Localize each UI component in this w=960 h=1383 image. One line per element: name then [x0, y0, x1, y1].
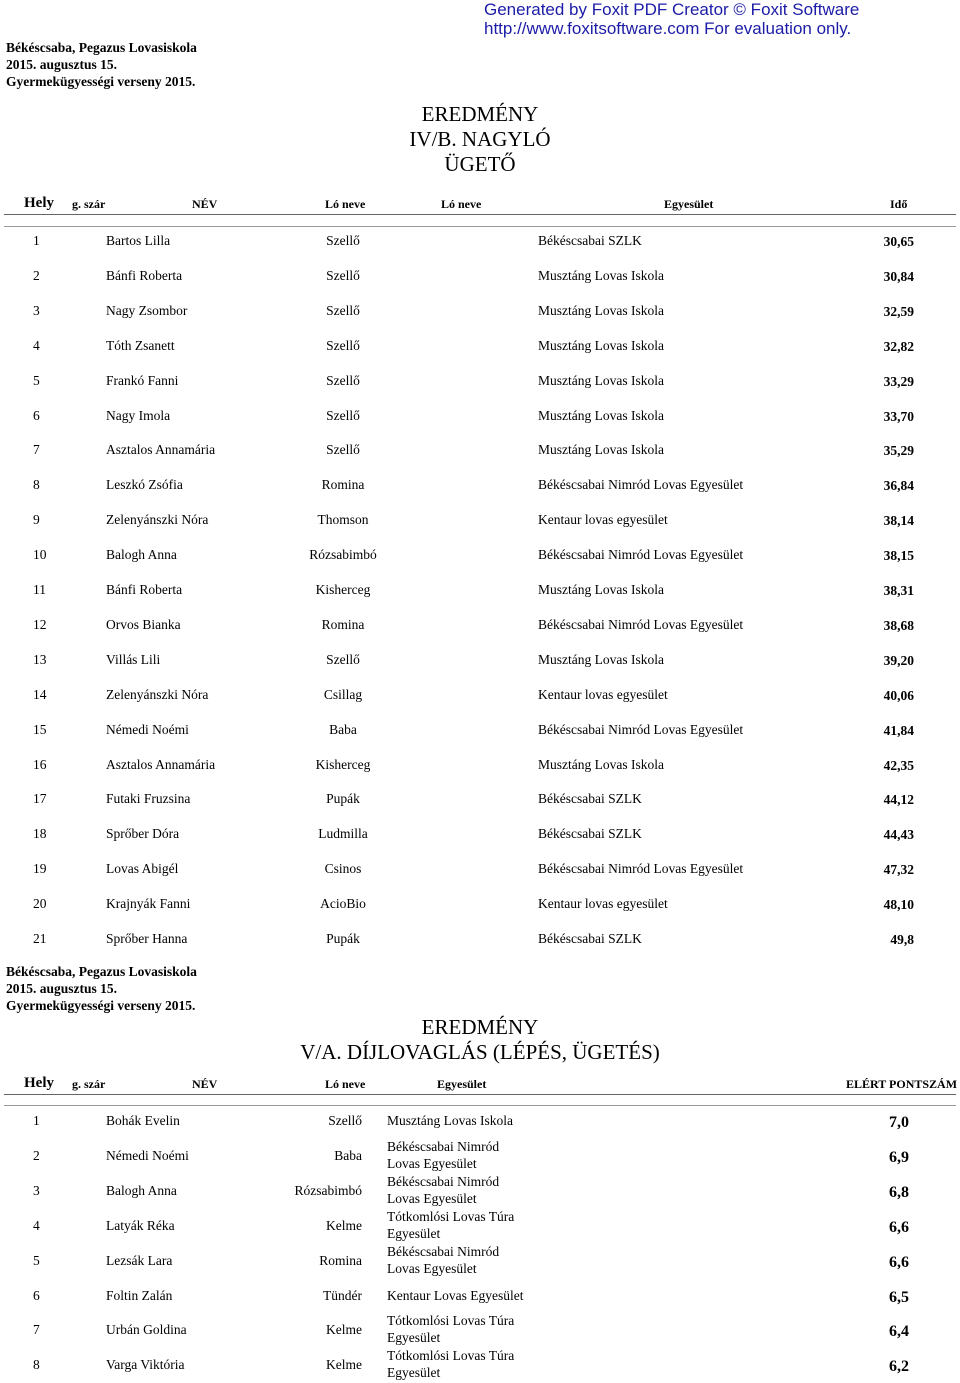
- rider-name-cell: Sprőber Hanna: [106, 931, 188, 946]
- place-cell: 19: [33, 861, 47, 877]
- section1-title-gait: ÜGETŐ: [444, 152, 516, 176]
- club-cell: Musztáng Lovas Iskola: [387, 1113, 513, 1128]
- horse-name-cell: Csillag: [323, 686, 363, 702]
- club-cell: Békéscsabai SZLK: [538, 791, 642, 807]
- horse-name-cell: Kisherceg: [315, 582, 371, 597]
- horse-name-cell: Szellő: [326, 372, 360, 388]
- time-cell: 47,32: [883, 862, 914, 878]
- time-cell: 33,29: [883, 373, 914, 389]
- rider-name-cell: Lezsák Lara: [106, 1252, 173, 1268]
- place-cell: 12: [33, 616, 47, 632]
- horse-name-cell: Rózsabimbó: [294, 1182, 362, 1198]
- place-cell: 8: [33, 1357, 40, 1373]
- place-cell: 11: [33, 582, 46, 597]
- time-cell: 36,84: [883, 478, 914, 494]
- time-cell: 42,35: [883, 757, 914, 773]
- place-cell: 5: [33, 372, 40, 388]
- rider-name-cell: Varga Viktória: [106, 1357, 185, 1373]
- header-hely: Hely: [24, 1075, 54, 1091]
- rider-name-cell: Villás Lili: [106, 651, 161, 667]
- place-cell: 4: [33, 1217, 40, 1233]
- rider-name-cell: Nagy Imola: [106, 407, 171, 423]
- rider-name-cell: Urbán Goldina: [106, 1322, 187, 1338]
- place-cell: 4: [33, 337, 40, 353]
- club-cell: Kentaur Lovas Egyesület: [387, 1287, 524, 1303]
- rider-name-cell: Bánfi Roberta: [106, 267, 183, 283]
- rider-name-cell: Zelenyánszki Nóra: [106, 686, 209, 702]
- club-cell: Békéscsabai SZLK: [538, 233, 642, 248]
- horse-name-cell: Szellő: [326, 651, 360, 667]
- rider-name-cell: Lovas Abigél: [106, 861, 179, 877]
- time-cell: 32,59: [883, 303, 914, 319]
- rider-name-cell: Némedi Noémi: [106, 721, 189, 737]
- points-cell: 6,9: [889, 1148, 909, 1166]
- section1-title-category: IV/B. NAGYLÓ: [409, 127, 551, 151]
- time-cell: 38,15: [883, 548, 914, 564]
- header-hely: Hely: [24, 195, 54, 211]
- place-cell: 8: [33, 477, 40, 493]
- horse-name-cell: Romina: [321, 616, 365, 632]
- rider-name-cell: Orvos Bianka: [106, 616, 181, 632]
- horse-name-cell: Romina: [321, 477, 365, 493]
- time-cell: 38,68: [883, 617, 914, 633]
- section1-title-result: EREDMÉNY: [421, 102, 539, 126]
- horse-name-cell: Szellő: [326, 267, 360, 283]
- horse-name-cell: Szellő: [326, 302, 360, 318]
- club-cell: Musztáng Lovas Iskola: [538, 407, 664, 423]
- header-elert-pontszam: ELÉRT PONTSZÁM: [846, 1077, 958, 1091]
- club-cell-line-1: Tótkomlósi Lovas Túra: [387, 1208, 515, 1224]
- time-cell: 32,82: [883, 338, 914, 354]
- header-lo-neve: Ló neve: [325, 197, 366, 211]
- place-cell: 3: [33, 1182, 40, 1198]
- points-cell: 6,2: [889, 1358, 909, 1376]
- section2-title-category: V/A. DÍJLOVAGLÁS (LÉPÉS, ÜGETÉS): [300, 1040, 660, 1064]
- rider-name-cell: Asztalos Annamária: [106, 442, 216, 458]
- rider-name-cell: Tóth Zsanett: [106, 337, 175, 353]
- org-name: Békéscsaba, Pegazus Lovasiskola: [6, 40, 197, 55]
- watermark-line-1: Generated by Foxit PDF Creator © Foxit Software: [484, 0, 860, 19]
- place-cell: 14: [33, 686, 47, 702]
- event-date: 2015. augusztus 15.: [6, 57, 118, 72]
- time-cell: 30,65: [883, 234, 914, 249]
- place-cell: 1: [33, 233, 40, 248]
- place-cell: 2: [33, 1147, 40, 1163]
- horse-name-cell: Szellő: [326, 233, 360, 248]
- header-lo-neve: Ló neve: [325, 1077, 366, 1091]
- horse-name-cell: Pupák: [326, 931, 360, 946]
- place-cell: 17: [33, 791, 47, 807]
- time-cell: 48,10: [883, 897, 914, 913]
- header-gszar: g. szár: [72, 197, 106, 211]
- rider-name-cell: Latyák Réka: [106, 1217, 175, 1233]
- club-cell-line-1: Békéscsabai Nimród: [387, 1138, 500, 1154]
- horse-name-cell: Kisherceg: [315, 756, 371, 772]
- club-cell: Békéscsabai Nimród Lovas Egyesület: [538, 861, 744, 877]
- horse-name-cell: Szellő: [328, 1113, 362, 1128]
- horse-name-cell: Ludmilla: [318, 826, 368, 842]
- club-cell: Kentaur lovas egyesület: [538, 686, 668, 702]
- place-cell: 7: [33, 442, 40, 458]
- header-divider-2: [4, 226, 956, 227]
- section2-title-result: EREDMÉNY: [421, 1015, 539, 1039]
- horse-name-cell: Kelme: [326, 1357, 362, 1373]
- rider-name-cell: Bartos Lilla: [106, 233, 171, 248]
- club-cell-line-2: Lovas Egyesület: [387, 1155, 477, 1171]
- club-cell: Musztáng Lovas Iskola: [538, 302, 664, 318]
- time-cell: 30,84: [883, 268, 914, 284]
- header-egyesulet: Egyesület: [664, 197, 714, 211]
- org-name: Békéscsaba, Pegazus Lovasiskola: [6, 964, 197, 979]
- time-cell: 33,70: [883, 408, 914, 424]
- place-cell: 6: [33, 407, 40, 423]
- club-cell: Kentaur lovas egyesület: [538, 512, 668, 528]
- club-cell-line-1: Tótkomlósi Lovas Túra: [387, 1313, 515, 1329]
- club-cell-line-2: Egyesület: [387, 1365, 441, 1381]
- header-lo-neve-2: Ló neve: [441, 197, 482, 211]
- place-cell: 21: [33, 931, 47, 946]
- club-cell: Békéscsabai Nimród Lovas Egyesület: [538, 547, 744, 563]
- club-cell: Békéscsabai Nimród Lovas Egyesület: [538, 721, 744, 737]
- rider-name-cell: Sprőber Dóra: [106, 826, 180, 842]
- header-nev: NÉV: [192, 197, 218, 211]
- place-cell: 15: [33, 721, 47, 737]
- horse-name-cell: Romina: [319, 1252, 362, 1268]
- horse-name-cell: Tündér: [323, 1287, 362, 1303]
- rider-name-cell: Asztalos Annamária: [106, 756, 216, 772]
- rider-name-cell: Bánfi Roberta: [106, 582, 183, 597]
- time-cell: 44,12: [883, 792, 914, 808]
- time-cell: 35,29: [883, 443, 914, 459]
- event-date: 2015. augusztus 15.: [6, 981, 118, 996]
- rider-name-cell: Frankó Fanni: [106, 372, 179, 388]
- points-cell: 6,6: [889, 1253, 909, 1271]
- rider-name-cell: Bohák Evelin: [106, 1113, 180, 1128]
- horse-name-cell: Csinos: [324, 861, 362, 877]
- club-cell-line-2: Lovas Egyesület: [387, 1260, 477, 1276]
- club-cell-line-2: Egyesület: [387, 1225, 441, 1241]
- club-cell: Kentaur lovas egyesület: [538, 896, 668, 912]
- horse-name-cell: Pupák: [326, 791, 360, 807]
- time-cell: 39,20: [883, 652, 914, 668]
- rider-name-cell: Foltin Zalán: [106, 1287, 173, 1303]
- horse-name-cell: Rózsabimbó: [309, 547, 377, 563]
- header-egyesulet: Egyesület: [437, 1077, 487, 1091]
- place-cell: 16: [33, 756, 47, 772]
- time-cell: 41,84: [883, 722, 914, 738]
- time-cell: 44,43: [883, 827, 914, 843]
- points-cell: 7,0: [889, 1114, 909, 1131]
- horse-name-cell: Thomson: [317, 512, 369, 528]
- points-cell: 6,6: [889, 1218, 909, 1236]
- header-divider: [4, 214, 956, 215]
- horse-name-cell: Szellő: [326, 442, 360, 458]
- horse-name-cell: Baba: [329, 721, 357, 737]
- event-name: Gyermekügyességi verseny 2015.: [6, 998, 196, 1013]
- rider-name-cell: Balogh Anna: [106, 1182, 177, 1198]
- rider-name-cell: Nagy Zsombor: [106, 302, 188, 318]
- club-cell: Békéscsabai Nimród Lovas Egyesület: [538, 616, 744, 632]
- time-cell: 38,31: [883, 583, 914, 598]
- event-name: Gyermekügyességi verseny 2015.: [6, 74, 196, 89]
- club-cell-line-1: Békéscsabai Nimród: [387, 1243, 500, 1259]
- club-cell: Musztáng Lovas Iskola: [538, 267, 664, 283]
- header-nev: NÉV: [192, 1077, 218, 1091]
- place-cell: 20: [33, 896, 47, 912]
- rider-name-cell: Némedi Noémi: [106, 1147, 189, 1163]
- club-cell: Musztáng Lovas Iskola: [538, 442, 664, 458]
- place-cell: 6: [33, 1287, 40, 1303]
- rider-name-cell: Futaki Fruzsina: [106, 791, 191, 807]
- club-cell: Musztáng Lovas Iskola: [538, 582, 664, 597]
- place-cell: 13: [33, 651, 47, 667]
- horse-name-cell: Kelme: [326, 1217, 362, 1233]
- place-cell: 3: [33, 302, 40, 318]
- horse-name-cell: Baba: [334, 1147, 362, 1163]
- place-cell: 5: [33, 1252, 40, 1268]
- horse-name-cell: Szellő: [326, 407, 360, 423]
- club-cell: Musztáng Lovas Iskola: [538, 337, 664, 353]
- club-cell: Musztáng Lovas Iskola: [538, 756, 664, 772]
- place-cell: 7: [33, 1322, 40, 1338]
- club-cell-line-1: Békéscsabai Nimród: [387, 1173, 500, 1189]
- club-cell: Musztáng Lovas Iskola: [538, 372, 664, 388]
- club-cell: Békéscsabai Nimród Lovas Egyesület: [538, 477, 744, 493]
- time-cell: 38,14: [883, 513, 914, 529]
- horse-name-cell: AcioBio: [320, 896, 366, 912]
- header-gszar: g. szár: [72, 1077, 106, 1091]
- club-cell: Musztáng Lovas Iskola: [538, 651, 664, 667]
- club-cell-line-1: Tótkomlósi Lovas Túra: [387, 1348, 515, 1364]
- watermark-line-2: http://www.foxitsoftware.com For evaluation only.: [484, 19, 852, 38]
- horse-name-cell: Kelme: [326, 1322, 362, 1338]
- rider-name-cell: Krajnyák Fanni: [106, 896, 191, 912]
- header-ido: Idő: [890, 197, 908, 211]
- club-cell-line-2: Egyesület: [387, 1330, 441, 1346]
- club-cell: Békéscsabai SZLK: [538, 826, 642, 842]
- header-divider: [4, 1094, 956, 1095]
- club-cell-line-2: Lovas Egyesület: [387, 1190, 477, 1206]
- time-cell: 49,8: [890, 932, 914, 947]
- horse-name-cell: Szellő: [326, 337, 360, 353]
- rider-name-cell: Leszkó Zsófia: [106, 477, 183, 493]
- place-cell: 2: [33, 267, 40, 283]
- time-cell: 40,06: [883, 687, 914, 703]
- rider-name-cell: Zelenyánszki Nóra: [106, 512, 209, 528]
- rider-name-cell: Balogh Anna: [106, 547, 177, 563]
- points-cell: 6,5: [889, 1288, 909, 1306]
- place-cell: 10: [33, 547, 47, 563]
- club-cell: Békéscsabai SZLK: [538, 931, 642, 946]
- place-cell: 9: [33, 512, 40, 528]
- points-cell: 6,4: [889, 1323, 909, 1341]
- header-divider-2: [4, 1105, 956, 1106]
- place-cell: 18: [33, 826, 47, 842]
- points-cell: 6,8: [889, 1183, 909, 1201]
- place-cell: 1: [33, 1113, 40, 1128]
